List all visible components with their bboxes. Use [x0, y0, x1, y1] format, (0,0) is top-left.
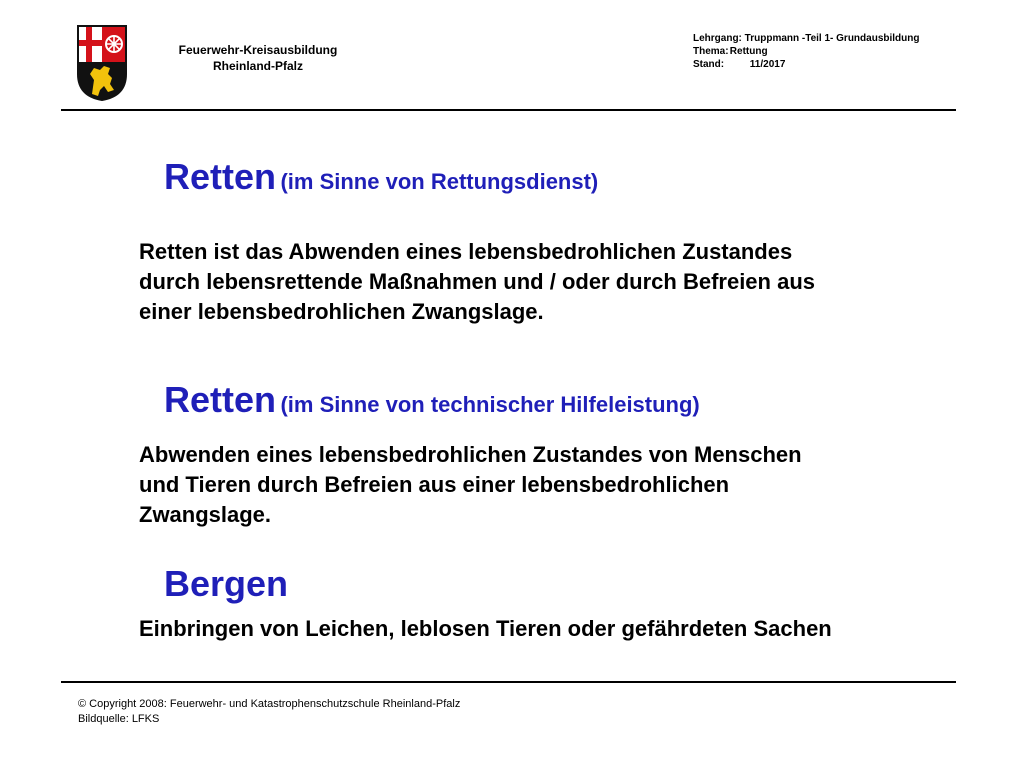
org-line-2: Rheinland-Pfalz: [212, 59, 303, 73]
text-line: Abwenden eines lebensbedrohlichen Zustandes von Menschen: [139, 442, 802, 467]
section-title: Retten: [164, 156, 277, 197]
footer: [78, 697, 460, 727]
organization-name: [148, 42, 368, 74]
section-title: Retten: [164, 379, 277, 420]
org-line-1: Feuerwehr-Kreisausbildung: [178, 43, 338, 57]
thema-label: Thema:: [693, 46, 729, 57]
header-divider: [61, 109, 956, 111]
text-line: und Tieren durch Befreien aus einer lebensbedrohlichen: [139, 472, 730, 497]
section-text-technische-hilfeleistung: [139, 440, 802, 530]
text-line: Retten ist das Abwenden eines lebensbedrohlichen Zustandes: [139, 239, 793, 264]
copyright-text: © Copyright 2008: Feuerwehr- und Katastrophenschutzschule Rheinland-Pfalz: [78, 698, 461, 710]
section-subtitle: (im Sinne von technischer Hilfeleistung): [280, 392, 700, 417]
lehrgang-label: Lehrgang:: [693, 33, 742, 44]
section-subtitle: (im Sinne von Rettungsdienst): [280, 169, 599, 194]
section-heading-bergen: [164, 563, 288, 605]
rheinland-pfalz-coat-of-arms-icon: [76, 24, 128, 102]
image-source-text: Bildquelle: LFKS: [78, 713, 160, 725]
stand-value: 11/2017: [749, 59, 786, 70]
meta-row-stand: [693, 58, 919, 71]
course-meta: [693, 32, 919, 71]
text-line: Einbringen von Leichen, leblosen Tieren oder gefährdeten Sachen: [139, 616, 832, 641]
text-line: durch lebensrettende Maßnahmen und / oder durch Befreien aus: [139, 269, 816, 294]
meta-row-lehrgang: [693, 32, 919, 45]
section-text-bergen: [139, 614, 832, 644]
section-heading-technische-hilfeleistung: [164, 379, 700, 421]
text-line: Zwangslage.: [139, 502, 272, 527]
meta-row-thema: [693, 45, 919, 58]
section-title: Bergen: [164, 563, 289, 604]
thema-value: Rettung: [729, 46, 768, 57]
footer-divider: [61, 681, 956, 683]
lehrgang-value: Truppmann -Teil 1- Grundausbildung: [744, 33, 920, 44]
section-heading-rettungsdienst: [164, 156, 598, 198]
text-line: einer lebensbedrohlichen Zwangslage.: [139, 299, 544, 324]
stand-label: Stand:: [693, 59, 725, 70]
section-text-rettungsdienst: [139, 237, 815, 327]
